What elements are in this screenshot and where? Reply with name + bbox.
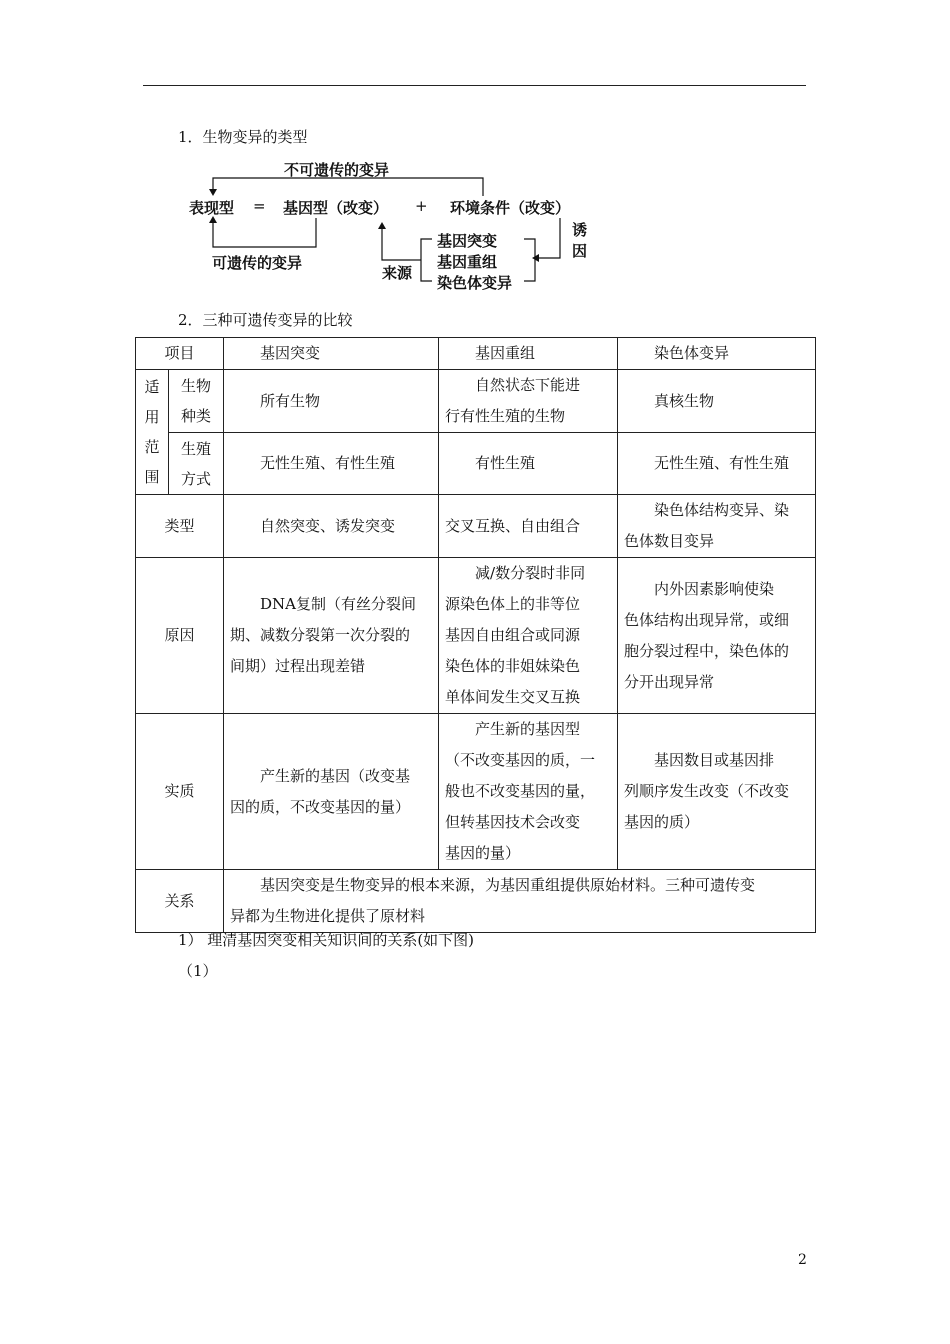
species-recombination bbox=[439, 370, 618, 433]
type-chromosome-line1: 染色体结构变异、染 bbox=[654, 501, 790, 519]
comparison-table bbox=[135, 337, 816, 933]
essence-chromosome bbox=[618, 714, 816, 870]
reproduction-recombination: 有性生殖 bbox=[439, 433, 618, 495]
species-label bbox=[169, 370, 224, 433]
environment-label: 环境条件（改变） bbox=[450, 199, 571, 217]
relation-text-line1: 基因突变是生物变异的根本来源，为基因重组提供原始材料。三种可遗传变 bbox=[260, 876, 756, 894]
note-relationship: 1） 理清基因突变相关知识间的关系(如下图) bbox=[178, 931, 475, 949]
cause-recombination-line5: 单体间发生交叉互换 bbox=[445, 688, 581, 706]
phenotype-label: 表现型 bbox=[189, 199, 235, 217]
header-item: 项目 bbox=[136, 338, 224, 370]
essence-recombination bbox=[439, 714, 618, 870]
reproduction-label-line1: 生殖 bbox=[181, 439, 212, 458]
cause-recombination bbox=[439, 558, 618, 714]
reproduction-mutation: 无性生殖、有性生殖 bbox=[224, 433, 439, 495]
header-chromosome-variation: 染色体变异 bbox=[618, 338, 816, 370]
cause-mutation-line2: 期、减数分裂第一次分裂的 bbox=[230, 626, 411, 644]
header-gene-recombination: 基因重组 bbox=[439, 338, 618, 370]
cause-mutation-line1: DNA复制（有丝分裂间 bbox=[260, 595, 417, 613]
relation-text bbox=[224, 870, 816, 933]
induce-label-2: 因 bbox=[572, 242, 588, 260]
non-heritable-arrow-line bbox=[213, 178, 483, 196]
essence-recombination-line3: 般也不改变基因的量， bbox=[445, 782, 596, 800]
section2-title: 2．三种可遗传变异的比较 bbox=[178, 311, 353, 329]
scope-label bbox=[136, 370, 169, 495]
species-chromosome: 真核生物 bbox=[618, 370, 816, 433]
essence-mutation-line1: 产生新的基因（改变基 bbox=[260, 766, 411, 785]
section1-title: 1．生物变异的类型 bbox=[178, 128, 308, 146]
page-number: 2 bbox=[798, 1252, 807, 1268]
relation-text-line2: 异都为生物进化提供了原材料 bbox=[230, 907, 426, 925]
species-recombination-line2: 行有性生殖的生物 bbox=[445, 407, 566, 425]
cause-chromosome bbox=[618, 558, 816, 714]
non-heritable-label: 不可遗传的变异 bbox=[284, 161, 390, 179]
note-item-1: （1） bbox=[178, 962, 218, 980]
species-mutation: 所有生物 bbox=[224, 370, 439, 433]
essence-label: 实质 bbox=[136, 714, 224, 870]
source-gene-recombination: 基因重组 bbox=[437, 253, 498, 271]
cause-recombination-line2: 源染色体上的非等位 bbox=[445, 595, 581, 613]
table-row-essence bbox=[136, 714, 816, 870]
essence-recombination-line4: 但转基因技术会改变 bbox=[445, 813, 581, 831]
type-label: 类型 bbox=[136, 495, 224, 558]
table-header-row bbox=[136, 338, 816, 370]
cause-recombination-line1: 减/数分裂时非同 bbox=[475, 564, 586, 582]
table-row-cause bbox=[136, 558, 816, 714]
equals-sign: = bbox=[253, 197, 266, 215]
scope-char-4: 围 bbox=[144, 468, 160, 486]
sources-bracket-left bbox=[421, 239, 432, 281]
essence-mutation-line2: 因的质，不改变基因的量） bbox=[230, 797, 411, 816]
cause-recombination-line3: 基因自由组合或同源 bbox=[445, 626, 581, 644]
scope-char-2: 用 bbox=[144, 408, 160, 426]
scope-char-3: 范 bbox=[144, 438, 160, 456]
table-row-reproduction bbox=[136, 433, 816, 495]
essence-chromosome-line2: 列顺序发生改变（不改变 bbox=[624, 782, 790, 800]
induce-label-1: 诱 bbox=[572, 221, 588, 239]
cause-chromosome-line2: 色体结构出现异常，或细 bbox=[624, 610, 790, 629]
species-label-line1: 生物 bbox=[181, 377, 212, 395]
essence-mutation bbox=[224, 714, 439, 870]
cause-mutation bbox=[224, 558, 439, 714]
heritable-label: 可遗传的变异 bbox=[212, 254, 303, 272]
essence-recombination-line2: （不改变基因的质，一 bbox=[445, 751, 596, 769]
source-label: 来源 bbox=[382, 264, 413, 282]
essence-recombination-line5: 基因的量） bbox=[445, 844, 521, 862]
table-row-species bbox=[136, 370, 816, 433]
type-chromosome-line2: 色体数目变异 bbox=[624, 532, 715, 550]
reproduction-label-line2: 方式 bbox=[181, 469, 212, 488]
type-mutation: 自然突变、诱发突变 bbox=[224, 495, 439, 558]
cause-chromosome-line1: 内外因素影响使染 bbox=[654, 579, 775, 598]
genotype-label: 基因型（改变） bbox=[283, 199, 389, 217]
essence-chromosome-line3: 基因的质） bbox=[624, 813, 700, 831]
non-heritable-arrowhead bbox=[209, 189, 217, 196]
source-gene-mutation: 基因突变 bbox=[437, 232, 498, 250]
table-row-type bbox=[136, 495, 816, 558]
essence-chromosome-line1: 基因数目或基因排 bbox=[654, 751, 775, 769]
type-chromosome bbox=[618, 495, 816, 558]
cause-chromosome-line4: 分开出现异常 bbox=[624, 672, 715, 691]
induce-arrow-line bbox=[538, 218, 560, 258]
type-recombination: 交叉互换、自由组合 bbox=[439, 495, 618, 558]
relation-label: 关系 bbox=[136, 870, 224, 933]
cause-chromosome-line3: 胞分裂过程中，染色体的 bbox=[624, 641, 790, 660]
sources-bracket-right bbox=[524, 239, 535, 281]
essence-recombination-line1: 产生新的基因型 bbox=[475, 720, 581, 738]
species-recombination-line1: 自然状态下能进 bbox=[475, 376, 581, 394]
scope-char-1: 适 bbox=[144, 378, 160, 396]
source-arrowhead bbox=[378, 222, 386, 229]
table-row-relation bbox=[136, 870, 816, 933]
heritable-arrow-line bbox=[213, 218, 316, 247]
species-label-line2: 种类 bbox=[181, 407, 212, 425]
cause-label: 原因 bbox=[136, 558, 224, 714]
reproduction-label bbox=[169, 433, 224, 495]
cause-recombination-line4: 染色体的非姐妹染色 bbox=[445, 657, 581, 675]
cause-mutation-line3: 间期）过程出现差错 bbox=[230, 657, 366, 675]
reproduction-chromosome: 无性生殖、有性生殖 bbox=[618, 433, 816, 495]
plus-sign: + bbox=[415, 197, 428, 215]
header-gene-mutation: 基因突变 bbox=[224, 338, 439, 370]
source-arrow-line bbox=[382, 228, 410, 260]
source-chromosome-variation: 染色体变异 bbox=[437, 274, 513, 292]
